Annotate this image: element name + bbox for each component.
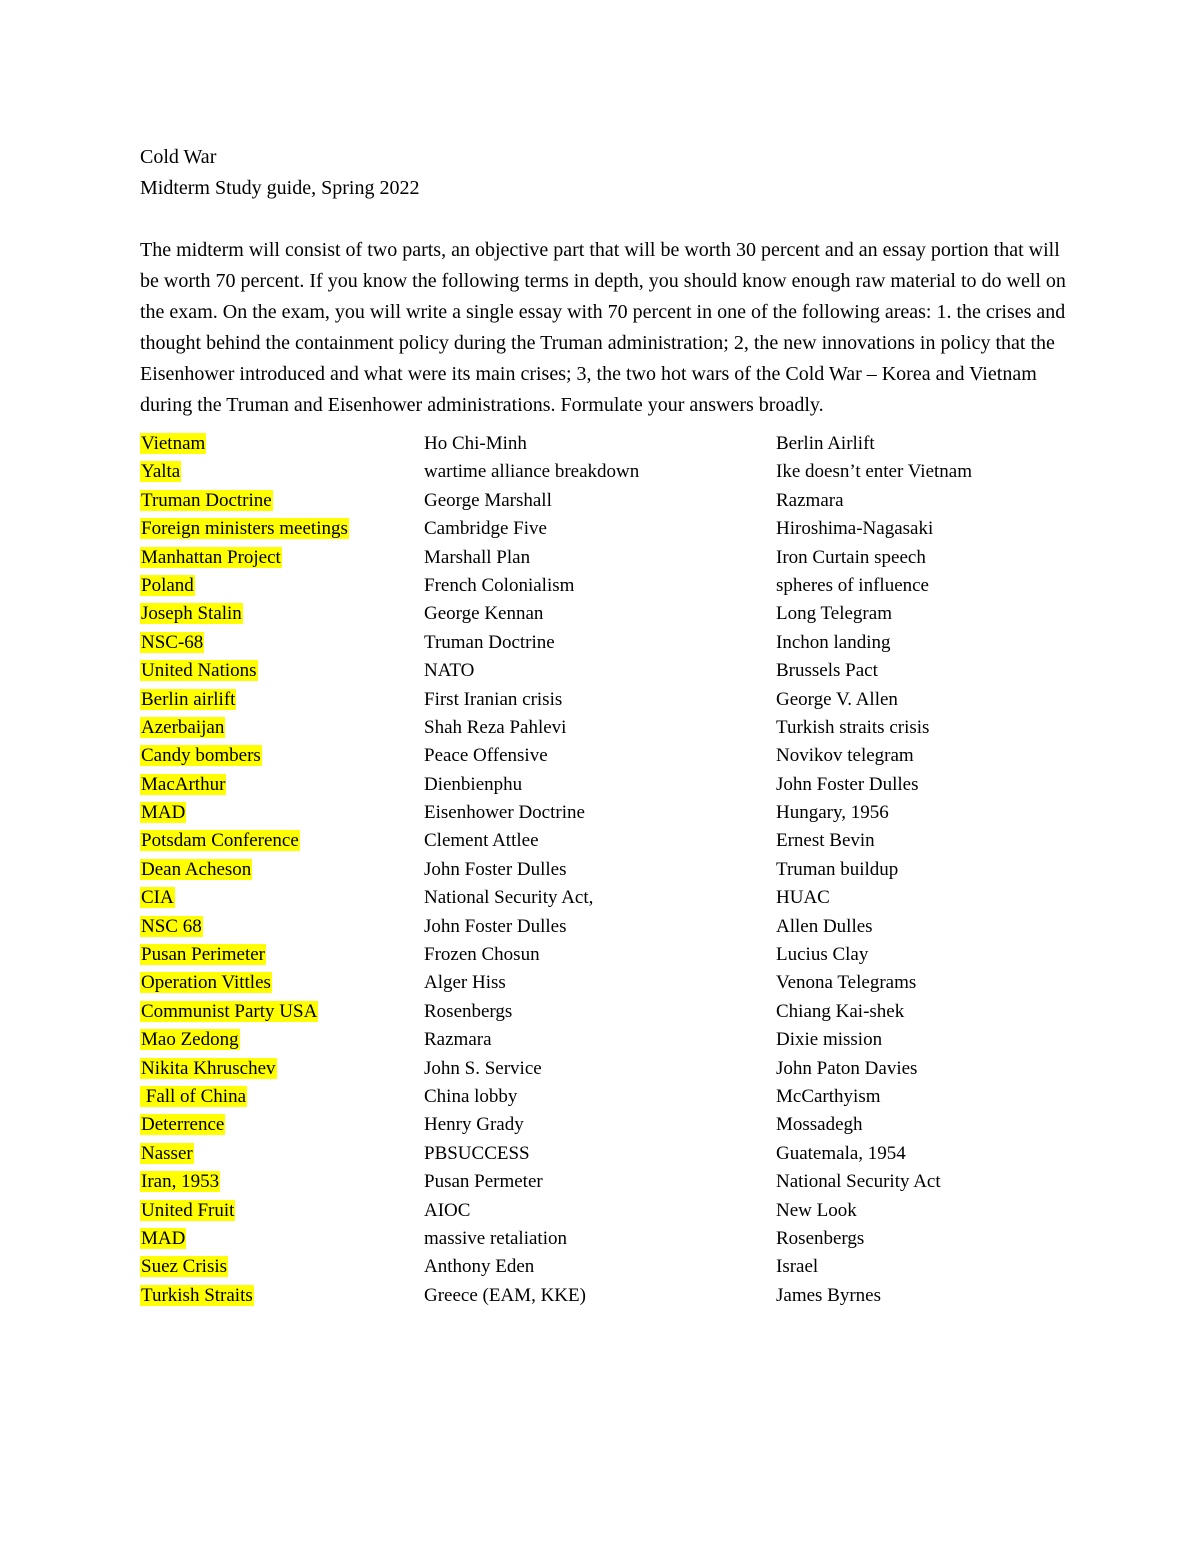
term-col-3 [776, 857, 898, 883]
term: Hiroshima-Nagasaki [776, 518, 934, 540]
highlighted-term: Vietnam [141, 433, 206, 454]
term: Novikov telegram [776, 745, 914, 767]
highlighted-term: United Nations [141, 660, 257, 682]
term-col-2 [424, 1198, 470, 1224]
highlighted-term: Deterrence [141, 1114, 225, 1136]
term: Marshall Plan [424, 546, 531, 568]
term: Long Telegram [776, 603, 892, 625]
term-col-3 [776, 687, 898, 713]
term-col-1 [140, 885, 175, 911]
term: Razmara [776, 489, 844, 511]
term-col-1 [140, 743, 262, 769]
term: Pusan Permeter [424, 1171, 543, 1193]
term: Dixie mission [776, 1029, 883, 1051]
term: First Iranian crisis [424, 688, 563, 710]
term: Chiang Kai-shek [776, 1000, 905, 1022]
term-col-2 [424, 772, 522, 798]
term-col-3 [776, 601, 892, 627]
term-col-3 [776, 1226, 864, 1252]
term-col-1 [140, 1027, 240, 1053]
term-col-3 [776, 630, 891, 656]
term-col-3 [776, 1169, 941, 1195]
term-col-1 [140, 1169, 220, 1195]
term-col-3 [776, 1254, 818, 1280]
term-row [140, 687, 1070, 715]
term-col-1 [140, 970, 272, 996]
term: Ernest Bevin [776, 830, 875, 852]
term-row [140, 914, 1070, 942]
term: Ho Chi-Minh [424, 433, 527, 454]
term-row [140, 630, 1070, 658]
term-col-3 [776, 1283, 881, 1309]
term-col-3 [776, 885, 830, 911]
term-row [140, 431, 1070, 459]
highlighted-term: Suez Crisis [141, 1256, 228, 1278]
term-row [140, 885, 1070, 913]
term: Rosenbergs [424, 1000, 513, 1022]
highlighted-term: Nasser [141, 1142, 193, 1164]
term: John Paton Davies [776, 1057, 918, 1079]
term: John Foster Dulles [424, 915, 567, 937]
term-col-3 [776, 1084, 881, 1110]
term: Hungary, 1956 [776, 802, 889, 824]
term-col-1 [140, 488, 273, 514]
term-col-3 [776, 431, 875, 457]
term-col-2 [424, 1254, 534, 1280]
term-col-2 [424, 1141, 530, 1167]
highlighted-term: Poland [141, 574, 194, 596]
term: Greece (EAM, KKE) [424, 1284, 586, 1306]
term: Eisenhower Doctrine [424, 802, 585, 824]
term-col-3 [776, 715, 929, 741]
term-row [140, 1141, 1070, 1169]
term-row [140, 857, 1070, 885]
term-col-3 [776, 573, 929, 599]
term: McCarthyism [776, 1085, 881, 1107]
document-subtitle: Midterm Study guide, Spring 2022 [140, 177, 420, 199]
term: French Colonialism [424, 574, 575, 596]
intro-paragraph: The midterm will consist of two parts, an objective part that will be worth 30 percent and an essay portion that will be worth 70 percent. If you know the following terms in depth, you should know enough raw material to do well on the exam. On the exam, you will write a single essay with 70 percent in one of the following areas: 1. the crises and thought behind the containment policy during the Truman administration; 2, the new innovations in policy that the Eisenhower introduced and what were its main crises; 3, the two hot wars of the Cold War – Korea and Vietnam during the Truman and Eisenhower administrations. Formulate your answers broadly. [140, 239, 1066, 416]
term-col-2 [424, 658, 474, 684]
term-col-2 [424, 459, 639, 485]
term-col-3 [776, 1198, 857, 1224]
highlighted-term: Iran, 1953 [141, 1171, 220, 1193]
term-col-2 [424, 857, 567, 883]
highlighted-term: Dean Acheson [141, 858, 252, 880]
term-col-1 [140, 772, 226, 798]
term: Razmara [424, 1029, 492, 1051]
highlighted-term: Communist Party USA [141, 1000, 318, 1022]
term-col-1 [140, 1226, 186, 1252]
term-row [140, 573, 1070, 601]
term: Truman buildup [776, 858, 899, 880]
term: National Security Act [776, 1171, 941, 1193]
term-col-2 [424, 1169, 543, 1195]
term-col-3 [776, 970, 916, 996]
term-col-1 [140, 914, 203, 940]
term: Peace Offensive [424, 745, 548, 767]
term: Anthony Eden [424, 1256, 535, 1278]
term-col-2 [424, 630, 555, 656]
term-col-1 [140, 516, 349, 542]
term-col-2 [424, 431, 527, 457]
term-col-3 [776, 545, 926, 571]
term: Iron Curtain speech [776, 546, 926, 568]
term: China lobby [424, 1085, 518, 1107]
term: Cambridge Five [424, 518, 547, 540]
course-title: Cold War [140, 146, 217, 168]
highlighted-term: United Fruit [141, 1199, 235, 1221]
term-row [140, 828, 1070, 856]
term-col-2 [424, 1056, 542, 1082]
highlighted-term: MacArthur [141, 773, 226, 795]
term-col-3 [776, 1112, 863, 1138]
term: Henry Grady [424, 1114, 524, 1136]
term-row [140, 601, 1070, 629]
term-col-1 [140, 687, 236, 713]
term-row [140, 942, 1070, 970]
term-row [140, 970, 1070, 998]
term-row [140, 545, 1070, 573]
term-col-2 [424, 914, 567, 940]
term-col-2 [424, 1112, 524, 1138]
term-col-2 [424, 999, 512, 1025]
term-row [140, 1226, 1070, 1254]
highlighted-term: Nikita Khruschev [141, 1057, 276, 1079]
term: John S. Service [424, 1057, 542, 1079]
term-col-1 [140, 1056, 277, 1082]
term-col-1 [140, 942, 266, 968]
term-col-2 [424, 573, 574, 599]
term: PBSUCCESS [424, 1142, 530, 1164]
term: James Byrnes [776, 1284, 882, 1306]
highlighted-term: Yalta [141, 461, 181, 483]
term-col-2 [424, 1084, 517, 1110]
term: Brussels Pact [776, 660, 878, 682]
term-col-3 [776, 488, 844, 514]
term-col-3 [776, 658, 878, 684]
highlighted-term: Potsdam Conference [141, 830, 299, 852]
highlighted-term: Foreign ministers meetings [141, 518, 348, 540]
term-col-1 [140, 431, 206, 457]
highlighted-term: Mao Zedong [141, 1029, 239, 1051]
term-row [140, 516, 1070, 544]
term-col-2 [424, 1027, 492, 1053]
term-col-3 [776, 942, 868, 968]
term-row [140, 772, 1070, 800]
document-page [140, 142, 1070, 1311]
term-col-3 [776, 516, 933, 542]
highlighted-term: NSC-68 [141, 631, 204, 653]
highlighted-term: Candy bombers [141, 745, 261, 767]
term-col-1 [140, 857, 252, 883]
term-col-3 [776, 999, 904, 1025]
term-col-3 [776, 459, 972, 485]
term: John Foster Dulles [424, 858, 567, 880]
term-col-3 [776, 1056, 917, 1082]
term-col-1 [140, 999, 318, 1025]
highlighted-term: Manhattan Project [141, 546, 281, 568]
term: Truman Doctrine [424, 631, 555, 653]
term-col-1 [140, 800, 186, 826]
highlighted-term: Turkish Straits [141, 1284, 253, 1306]
term: NATO [424, 660, 475, 682]
term-col-2 [424, 715, 566, 741]
term-col-2 [424, 601, 543, 627]
term-col-2 [424, 516, 547, 542]
term: Lucius Clay [776, 944, 869, 966]
term-col-1 [140, 1283, 254, 1309]
term-row [140, 1254, 1070, 1282]
term-col-1 [140, 545, 282, 571]
term-row [140, 1112, 1070, 1140]
term-col-1 [140, 459, 181, 485]
term-col-1 [140, 1112, 225, 1138]
term: Alger Hiss [424, 972, 506, 994]
term: Rosenbergs [776, 1227, 865, 1249]
term: Berlin Airlift [776, 433, 875, 454]
term-row [140, 1084, 1070, 1112]
term-row [140, 1198, 1070, 1226]
term-col-3 [776, 1027, 882, 1053]
term: Ike doesn’t enter Vietnam [776, 461, 973, 483]
term-row [140, 658, 1070, 686]
term: George V. Allen [776, 688, 898, 710]
term-col-1 [140, 715, 225, 741]
term: Israel [776, 1256, 819, 1278]
term-col-2 [424, 970, 506, 996]
term-col-2 [424, 1283, 586, 1309]
term-col-1 [140, 573, 195, 599]
highlighted-term: Truman Doctrine [141, 489, 272, 511]
highlighted-term: MAD [141, 802, 186, 824]
term-col-1 [140, 658, 258, 684]
terms-list [140, 431, 1070, 1311]
term: Guatemala, 1954 [776, 1142, 906, 1164]
term-col-3 [776, 828, 875, 854]
term-col-2 [424, 1226, 567, 1252]
term-row [140, 1169, 1070, 1197]
term-row [140, 1056, 1070, 1084]
term-col-1 [140, 1141, 194, 1167]
term-col-1 [140, 828, 300, 854]
highlighted-term: Fall of China [141, 1085, 247, 1107]
term-col-2 [424, 545, 530, 571]
term: New Look [776, 1199, 857, 1221]
highlighted-term: NSC 68 [141, 915, 202, 937]
highlighted-term: Azerbaijan [141, 716, 225, 738]
term: Frozen Chosun [424, 944, 540, 966]
term: AIOC [424, 1199, 471, 1221]
term: Mossadegh [776, 1114, 863, 1136]
term: Inchon landing [776, 631, 891, 653]
term: HUAC [776, 887, 830, 909]
term: massive retaliation [424, 1227, 567, 1249]
term-col-1 [140, 1254, 228, 1280]
term-col-2 [424, 942, 540, 968]
term-col-2 [424, 743, 548, 769]
highlighted-term: Operation Vittles [141, 972, 271, 994]
term-row [140, 488, 1070, 516]
highlighted-term: CIA [141, 887, 174, 909]
term-col-1 [140, 1198, 235, 1224]
term-col-2 [424, 687, 562, 713]
highlighted-term: Joseph Stalin [141, 603, 242, 625]
term-row [140, 999, 1070, 1027]
term-col-3 [776, 743, 914, 769]
term-col-3 [776, 1141, 906, 1167]
term-col-2 [424, 828, 539, 854]
term: Allen Dulles [776, 915, 873, 937]
term-col-1 [140, 630, 204, 656]
term: George Marshall [424, 489, 552, 511]
term-row [140, 459, 1070, 487]
term-col-3 [776, 772, 919, 798]
highlighted-term: Berlin airlift [141, 688, 236, 710]
term-row [140, 1027, 1070, 1055]
term-row [140, 800, 1070, 828]
term-row [140, 1283, 1070, 1311]
term: George Kennan [424, 603, 544, 625]
term: John Foster Dulles [776, 773, 919, 795]
term-row [140, 743, 1070, 771]
term: Turkish straits crisis [776, 716, 930, 738]
term-col-2 [424, 885, 593, 911]
term-col-3 [776, 914, 873, 940]
term: Shah Reza Pahlevi [424, 716, 567, 738]
term: wartime alliance breakdown [424, 461, 640, 483]
term: Venona Telegrams [776, 972, 917, 994]
term-col-1 [140, 601, 243, 627]
term: Clement Attlee [424, 830, 539, 852]
highlighted-term: MAD [141, 1227, 186, 1249]
term-col-2 [424, 488, 552, 514]
term-row [140, 715, 1070, 743]
term: Dienbienphu [424, 773, 523, 795]
term: spheres of influence [776, 574, 929, 596]
term-col-2 [424, 800, 585, 826]
term-col-1 [140, 1084, 247, 1110]
highlighted-term: Pusan Perimeter [141, 944, 266, 966]
term: National Security Act, [424, 887, 594, 909]
term-col-3 [776, 800, 889, 826]
